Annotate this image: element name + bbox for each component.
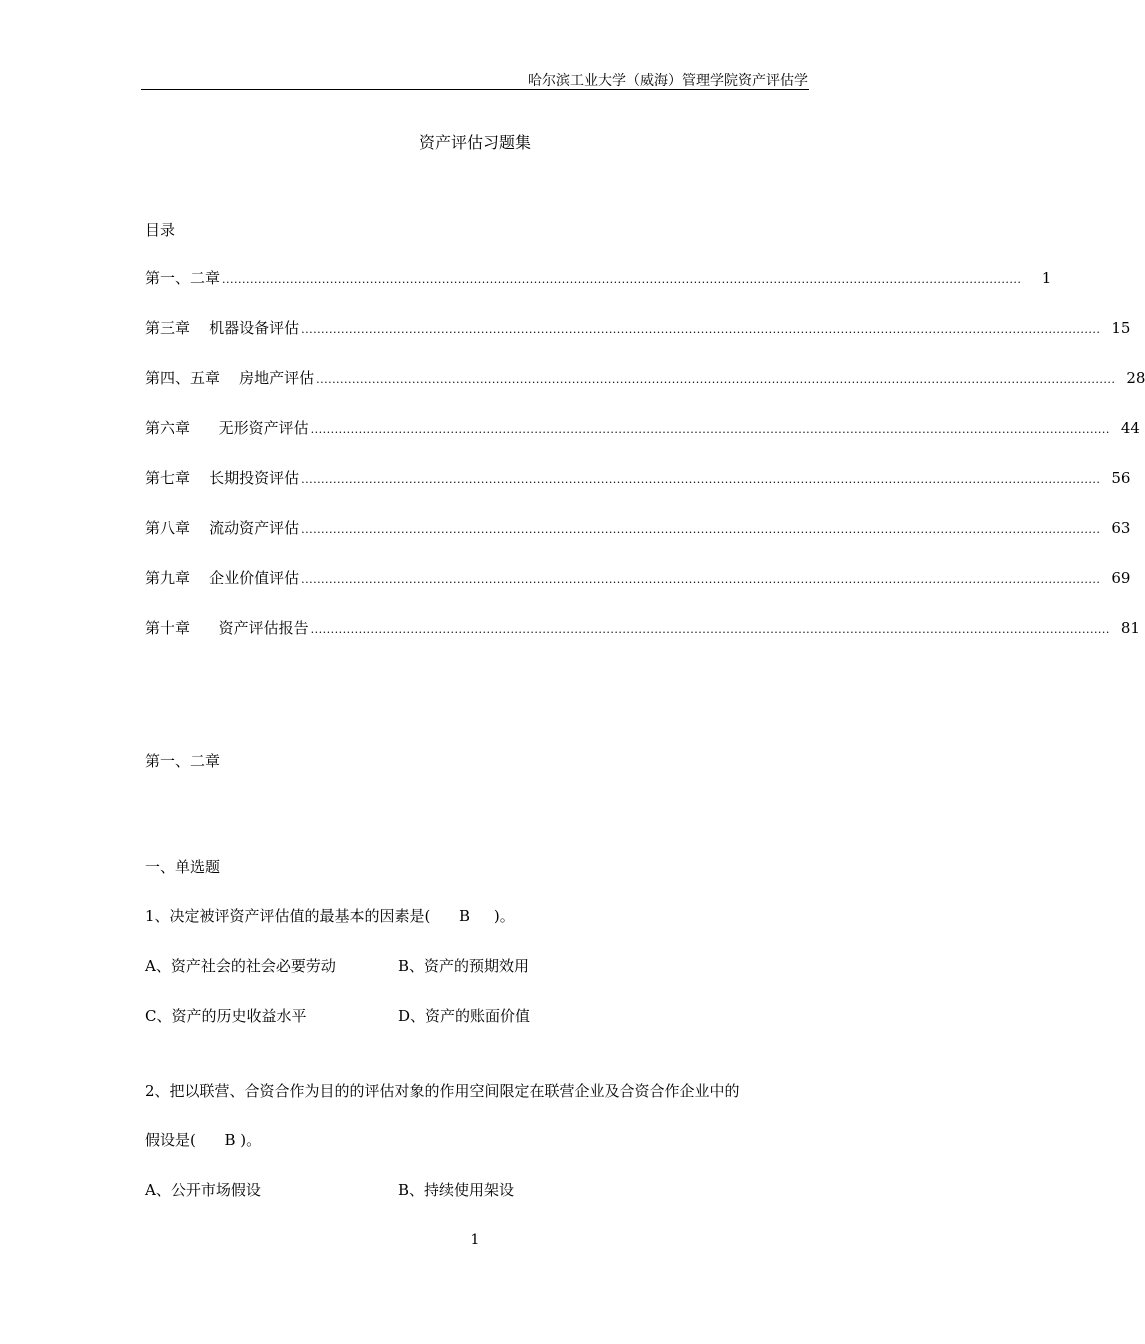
toc-leader-dots: ........................................................................................................................................................................................................ bbox=[301, 323, 1101, 336]
option-b: B、资产的预期效用 bbox=[398, 957, 530, 975]
option-b: B、持续使用架设 bbox=[398, 1181, 515, 1199]
toc-leader-dots: ........................................................................................................................................................................................................ bbox=[316, 373, 1116, 386]
toc-leader-dots: ........................................................................................................................................................................................................ bbox=[301, 573, 1101, 586]
toc-entry-label: 第三章 机器设备评估 bbox=[145, 319, 300, 337]
question-stem: 2、把以联营、合资合作为目的的评估对象的作用空间限定在联营企业及合资合作企业中的 bbox=[145, 1082, 740, 1100]
toc-entry-label: 第六章 无形资产评估 bbox=[145, 419, 309, 437]
toc-entry-page: 28 bbox=[1126, 369, 1145, 387]
option-a: A、公开市场假设 bbox=[145, 1181, 261, 1199]
toc-entry-label: 第七章 长期投资评估 bbox=[145, 469, 300, 487]
chapter-heading: 第一、二章 bbox=[145, 752, 221, 770]
running-header: 哈尔滨工业大学（威海）管理学院资产评估学 bbox=[528, 73, 808, 89]
toc-entry[interactable] bbox=[145, 518, 1131, 540]
toc-entry-page: 56 bbox=[1111, 469, 1131, 487]
toc-entry[interactable] bbox=[145, 368, 1145, 390]
toc-leader-dots: ........................................................................................................................................................................................................ bbox=[301, 473, 1101, 486]
option-d: D、资产的账面价值 bbox=[398, 1007, 531, 1025]
toc-entry[interactable] bbox=[145, 268, 1052, 290]
toc-entry[interactable] bbox=[145, 618, 1140, 640]
header-rule bbox=[141, 89, 809, 90]
toc-leader-dots: ........................................................................................................................................................................................................ bbox=[310, 423, 1110, 436]
question-stem: 1、决定被评资产评估值的最基本的因素是( B )。 bbox=[145, 907, 515, 925]
toc-entry-label: 第四、五章 房地产评估 bbox=[145, 369, 315, 387]
toc-leader-dots: ........................................................................................................................................................................................................ bbox=[310, 623, 1110, 636]
toc-entry-page: 44 bbox=[1120, 419, 1140, 437]
toc-entry-page: 15 bbox=[1111, 319, 1131, 337]
toc-entry-page: 69 bbox=[1111, 569, 1131, 587]
section-heading: 一、单选题 bbox=[145, 858, 221, 876]
toc-leader-dots: ........................................................................................................................................................................................................ bbox=[222, 273, 1022, 286]
toc-entry-page: 1 bbox=[1041, 269, 1052, 287]
toc-leader-dots: ........................................................................................................................................................................................................ bbox=[301, 523, 1101, 536]
option-a: A、资产社会的社会必要劳动 bbox=[145, 957, 336, 975]
question-stem-continued: 假设是( B )。 bbox=[145, 1131, 262, 1149]
toc-entry-page: 63 bbox=[1111, 519, 1131, 537]
toc-entry[interactable] bbox=[145, 568, 1131, 590]
toc-entry[interactable] bbox=[145, 468, 1131, 490]
toc-entry-label: 第八章 流动资产评估 bbox=[145, 519, 300, 537]
toc-entry-label: 第一、二章 bbox=[145, 269, 221, 287]
document-title: 资产评估习题集 bbox=[418, 133, 531, 152]
toc-heading: 目录 bbox=[145, 221, 176, 239]
option-c: C、资产的历史收益水平 bbox=[145, 1007, 307, 1025]
toc-entry-label: 第九章 企业价值评估 bbox=[145, 569, 300, 587]
toc-entry[interactable] bbox=[145, 418, 1140, 440]
toc-entry[interactable] bbox=[145, 318, 1131, 340]
toc-entry-page: 81 bbox=[1120, 619, 1140, 637]
page-number: 1 bbox=[470, 1232, 480, 1248]
toc-entry-label: 第十章 资产评估报告 bbox=[145, 619, 309, 637]
